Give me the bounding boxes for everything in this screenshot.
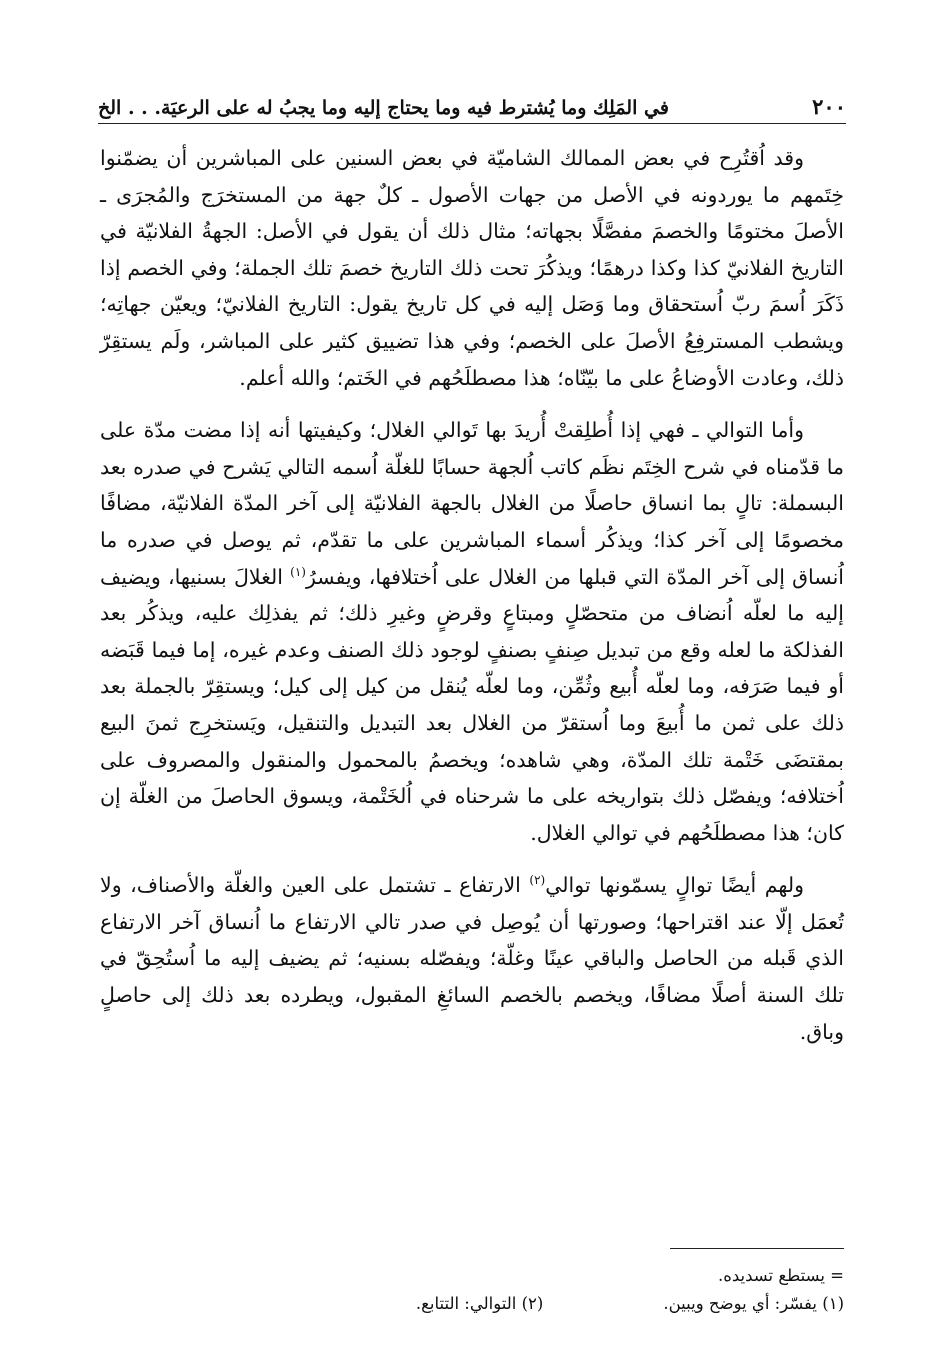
footnote-2: (٢) التوالي: التتابع.	[415, 1294, 544, 1313]
paragraph-text: وأما التوالي ـ فهي إذا أُطلِقتْ أُريدَ بها تَوالي الغلال؛ وكيفيتها أنه إذا مضت مدّة على ما قدّمناه في شرح الخِتَم نظَم كاتب اُلجهة حسابًا للغلّة اُسمه التالي يَشرح في صدره بعد البسملة: تالٍ بما انساق حاصلًا من الغلال بالجهة الفلانيّة إلى آخر المدّة الفلانيّة، مضافًا مخصومًا إلى آخر كذا؛ ويذكُر أسماء المباشرين على ما تقدّم، ثم يوصل في صدره ما اُنساق إلى آخر المدّة التي قبلها من الغلال على اُختلافها، ويفسرُ	[100, 418, 844, 589]
main-text	[100, 140, 844, 1066]
page-header	[98, 88, 846, 124]
page-number: ٢٠٠	[812, 94, 846, 119]
paragraph-tawali-ghilal	[100, 412, 844, 851]
paragraph-text: الغلالَ بسنيها، ويضيف إليه ما لعلّه اُنضاف من متحصّلٍ ومبتاعٍ وقرضٍ وغيرِ ذلك؛ ثم يفذلِك عليه، ويذكُر بعد الفذلكة ما لعله وقع من تبديل صِنفٍ بصنفٍ لوجود ذلك الصنف وعدم غيره، إما فيما قَبَضه أو فيما صَرَفه، وما لعلّه أُبيع وثُمِّن، وما لعلّه يُنقل من كيل إلى كيل؛ ويستقِرّ بالجملة بعد ذلك على ثمن ما أُبيعَ وما اُستقرّ من الغلال بعد التبديل والتنقيل، ويَستخرِج ثمنَ البيع بمقتضَى خَتْمة تلك المدّة، وهي شاهده؛ ويخصمُ بالمحمول والمنقول والمصروف على اُختلافه؛ ويفصّل ذلك بتواريخه على ما شرحناه في اُلخَتْمة، ويسوق الحاصلَ من الغلّة إن كان؛ هذا مصطلَحُهم في توالي الغلال.	[100, 564, 844, 845]
paragraph-text: ولهم أيضًا توالٍ يسمّونها توالي	[545, 873, 804, 898]
paragraph-text: وقد اُقتُرِح في بعض الممالك الشاميّة في بعض السنين على المباشرين أن يضمّنوا خِتَمهم ما يوردونه في الأصل من جهات الأصول ـ كلٌ جهة من المستخرَج والمُجرَى ـ الأصلَ مختومًا والخصمَ مفصَّلًا بجهاته؛ مثال ذلك أن يقول في الأصل: الجهةُ الفلانيّة في التاريخ الفلانيّ كذا وكذا درهمًا؛ ويذكُرَ تحت ذلك التاريخ خصمَ تلك الجملة؛ وفي الخصم إذا ذَكَرَ اُسمَ ربّ اُستحقاق وما وَصَل إليه في كل تاريخ يقول: التاريخ الفلانيّ؛ ويعيّن جهاتِه؛ ويشطب المسترفِعُ الأصلَ على الخصم؛ وفي هذا تضييق كثير على المباشر، ولَم يستقِرّ ذلك، وعادت الأوضاعُ على ما بيّنّاه؛ هذا مصطلَحُهم في الخَتم؛ والله أعلم.	[100, 146, 844, 390]
footnote-1: (١) يفسّر: أي يوضح ويبين.	[663, 1294, 844, 1313]
footnotes	[100, 1262, 844, 1318]
footnote-row	[100, 1290, 844, 1318]
paragraph-tawali-irtifa	[100, 867, 844, 1050]
footnote-marker-1: (١)	[290, 564, 306, 579]
paragraph-khatm	[100, 140, 844, 396]
footnote-continuation: = يستطع تسديده.	[717, 1266, 844, 1285]
footnote-divider	[670, 1248, 844, 1249]
paragraph-text: الارتفاع ـ تشتمل على العين والغلّة والأصناف، ولا تُعمَل إلّا عند اقتراحها؛ وصورتها أن يُوصِل في صدر تالي الارتفاع ما اُنساق آخر الارتفاع الذي قَبله من الحاصل والباقي عينًا وغلّة؛ ويفصّله بسنيه؛ ثم يضيف إليه ما اُستُحِقّ في تلك السنة أصلًا مضافًا، ويخصم بالخصم السائغِ المقبول، ويطرده بعد ذلك إلى حاصلٍ وباق.	[100, 873, 844, 1044]
running-title: في المَلِك وما يُشترط فيه وما يحتاج إليه وما يجبُ له على الرعيَة. . . الخ	[98, 97, 669, 119]
footnote-marker-2: (٢)	[529, 873, 546, 888]
